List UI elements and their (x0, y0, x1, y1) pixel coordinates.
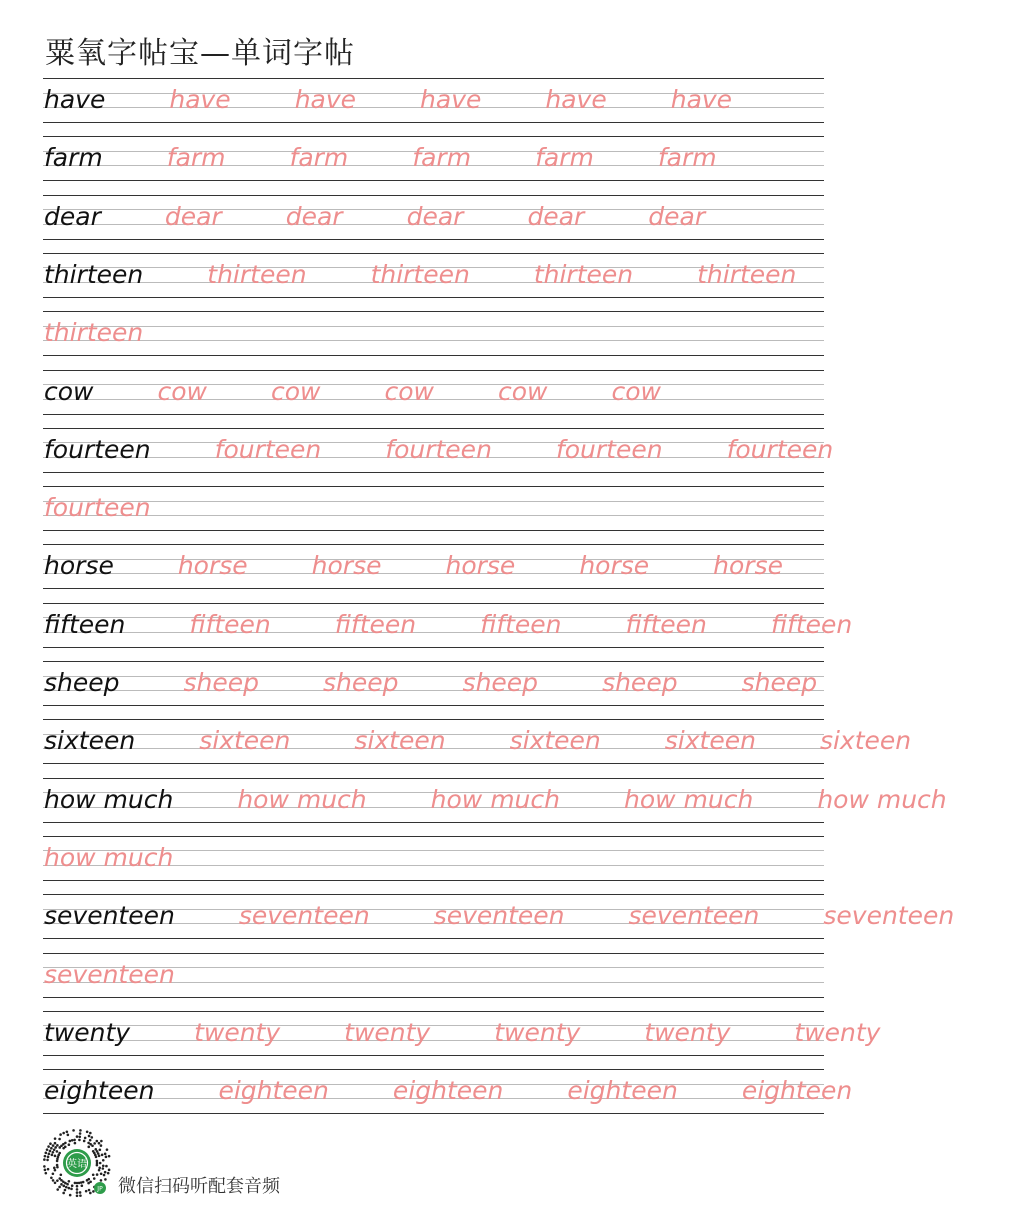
footer-caption: 微信扫码听配套音频 (118, 1176, 280, 1197)
trace-word: twenty (194, 1017, 281, 1047)
ruled-line (43, 647, 824, 648)
ruled-line (43, 822, 824, 823)
ruled-line (43, 705, 824, 706)
ruled-line (43, 544, 824, 545)
practice-row (43, 661, 824, 705)
ruled-line (43, 311, 824, 312)
trace-word: fourteen (214, 434, 322, 464)
trace-word: horse (713, 551, 783, 581)
trace-word: twenty (644, 1017, 731, 1047)
qr-badge-label: 英语 (67, 1159, 87, 1170)
trace-word: sixteen (819, 726, 912, 756)
practice-row (43, 486, 824, 530)
ruled-line (43, 661, 824, 662)
trace-word: fourteen (726, 434, 834, 464)
trace-word: twenty (794, 1017, 881, 1047)
trace-word: fifteen (480, 609, 562, 639)
word-line (44, 141, 781, 175)
word-line (44, 1074, 916, 1108)
model-word: seventeen (44, 901, 175, 931)
ruled-line (43, 603, 824, 604)
model-word: sheep (44, 668, 120, 697)
ruled-line (43, 180, 824, 181)
model-word: horse (44, 551, 114, 581)
trace-word: how much (44, 842, 174, 872)
word-line (44, 841, 237, 875)
trace-word: sixteen (509, 726, 601, 756)
practice-row (43, 311, 824, 355)
ruled-line (43, 414, 824, 415)
trace-word: twenty (494, 1017, 581, 1047)
trace-word: farm (657, 143, 717, 173)
practice-row (43, 1011, 881, 1055)
ruled-line (43, 1011, 824, 1012)
trace-word: cow (611, 376, 661, 406)
ruled-line (43, 355, 824, 356)
word-line (44, 1016, 944, 1050)
practice-row (43, 719, 912, 763)
model-word: fourteen (44, 434, 151, 464)
trace-word: seventeen (823, 901, 955, 931)
ruled-line (43, 938, 824, 939)
practice-row (43, 953, 824, 997)
word-line (44, 83, 796, 117)
model-word: farm (44, 143, 103, 173)
practice-row (43, 778, 947, 822)
trace-word: how much (237, 784, 367, 814)
word-line (44, 491, 215, 525)
trace-word: dear (648, 201, 706, 231)
ruled-line (43, 588, 824, 589)
ruled-line (43, 894, 824, 895)
word-line (44, 549, 847, 583)
trace-word: eighteen (218, 1076, 329, 1106)
trace-word: fifteen (770, 609, 853, 639)
ruled-line (43, 297, 824, 298)
practice-row (43, 370, 824, 414)
trace-word: horse (177, 551, 248, 581)
trace-word: sheep (323, 668, 399, 697)
word-line (44, 375, 725, 409)
model-word: fifteen (44, 609, 126, 639)
trace-word: have (670, 85, 733, 114)
trace-word: sheep (183, 668, 260, 697)
trace-word: have (294, 85, 357, 114)
trace-word: dear (406, 201, 464, 231)
word-line (44, 258, 860, 292)
ruled-line (43, 836, 824, 837)
trace-word: dear (164, 201, 222, 231)
word-line (44, 433, 897, 467)
word-line (44, 958, 239, 992)
ruled-line (43, 486, 824, 487)
qr-code-icon[interactable] (42, 1128, 112, 1198)
ruled-line (43, 778, 824, 779)
model-word: thirteen (44, 259, 144, 289)
trace-word: twenty (344, 1017, 431, 1047)
ruled-line (43, 239, 824, 240)
trace-word: sheep (741, 668, 818, 697)
ruled-line (43, 997, 824, 998)
word-line (44, 899, 1018, 933)
ruled-line (43, 136, 824, 137)
trace-word: how much (623, 784, 754, 814)
trace-word: sixteen (664, 726, 756, 756)
trace-word: eighteen (567, 1076, 678, 1106)
trace-word: cow (157, 376, 207, 406)
practice-row (43, 894, 955, 938)
model-word: dear (44, 201, 101, 231)
practice-row (43, 253, 824, 297)
word-line (44, 608, 916, 642)
trace-word: horse (311, 551, 382, 581)
model-word: how much (44, 784, 174, 814)
trace-word: seventeen (44, 959, 175, 989)
trace-word: cow (384, 376, 434, 406)
trace-word: how much (817, 784, 947, 814)
word-line (44, 666, 881, 700)
trace-word: have (169, 85, 231, 114)
trace-word: sixteen (199, 726, 291, 756)
word-line (44, 783, 1011, 817)
ruled-line (43, 1113, 824, 1114)
ruled-line (43, 1069, 824, 1070)
word-line (44, 316, 207, 350)
trace-word: seventeen (628, 901, 760, 931)
ruled-line (43, 78, 824, 79)
practice-row (43, 195, 824, 239)
ruled-line (43, 880, 824, 881)
trace-word: have (420, 85, 482, 114)
practice-row (43, 603, 853, 647)
footer (40, 1124, 380, 1204)
trace-word: farm (166, 143, 226, 173)
practice-row (43, 544, 824, 588)
trace-word: farm (289, 143, 349, 173)
trace-word: fourteen (385, 434, 492, 464)
ruled-line (43, 122, 824, 123)
word-line (44, 200, 769, 234)
ruled-line (43, 953, 824, 954)
ruled-line (43, 253, 824, 254)
trace-word: seventeen (238, 901, 370, 931)
trace-word: sheep (602, 668, 678, 697)
trace-word: cow (498, 376, 548, 406)
practice-row (43, 136, 824, 180)
ruled-line (43, 428, 824, 429)
ruled-line (43, 195, 824, 196)
trace-word: fourteen (44, 493, 151, 523)
trace-word: thirteen (697, 259, 797, 289)
practice-row (43, 428, 834, 472)
qr-corner-label: JP (97, 1185, 103, 1193)
ruled-line (43, 472, 824, 473)
word-line (44, 724, 975, 758)
trace-word: horse (445, 551, 516, 581)
model-word: eighteen (44, 1076, 155, 1106)
trace-word: eighteen (741, 1076, 853, 1106)
trace-word: dear (527, 201, 585, 231)
trace-word: fourteen (555, 434, 663, 464)
trace-word: horse (579, 551, 650, 581)
trace-word: thirteen (207, 259, 307, 289)
practice-row (43, 836, 824, 880)
ruled-line (43, 719, 824, 720)
practice-row (43, 1069, 853, 1113)
trace-word: thirteen (370, 259, 470, 289)
ruled-line (43, 1055, 824, 1056)
trace-word: seventeen (433, 901, 565, 931)
ruled-line (43, 370, 824, 371)
model-word: have (44, 85, 106, 114)
model-word: sixteen (44, 726, 136, 756)
model-word: cow (44, 376, 94, 406)
trace-word: farm (535, 143, 594, 173)
ruled-line (43, 530, 824, 531)
trace-word: sixteen (354, 726, 446, 756)
trace-word: have (545, 85, 607, 114)
model-word: twenty (44, 1017, 131, 1047)
trace-word: dear (285, 201, 343, 231)
trace-word: sheep (462, 668, 539, 697)
trace-word: farm (412, 143, 472, 173)
trace-word: thirteen (44, 318, 144, 348)
page-title: 粟氧字帖宝—单词字帖 (45, 36, 355, 71)
trace-word: fifteen (334, 609, 417, 639)
ruled-line (43, 763, 824, 764)
trace-word: eighteen (392, 1076, 504, 1106)
trace-word: how much (430, 784, 560, 814)
trace-word: fifteen (625, 609, 707, 639)
trace-word: cow (271, 376, 321, 406)
trace-word: thirteen (533, 259, 634, 289)
practice-row (43, 78, 824, 122)
trace-word: fifteen (189, 609, 271, 639)
